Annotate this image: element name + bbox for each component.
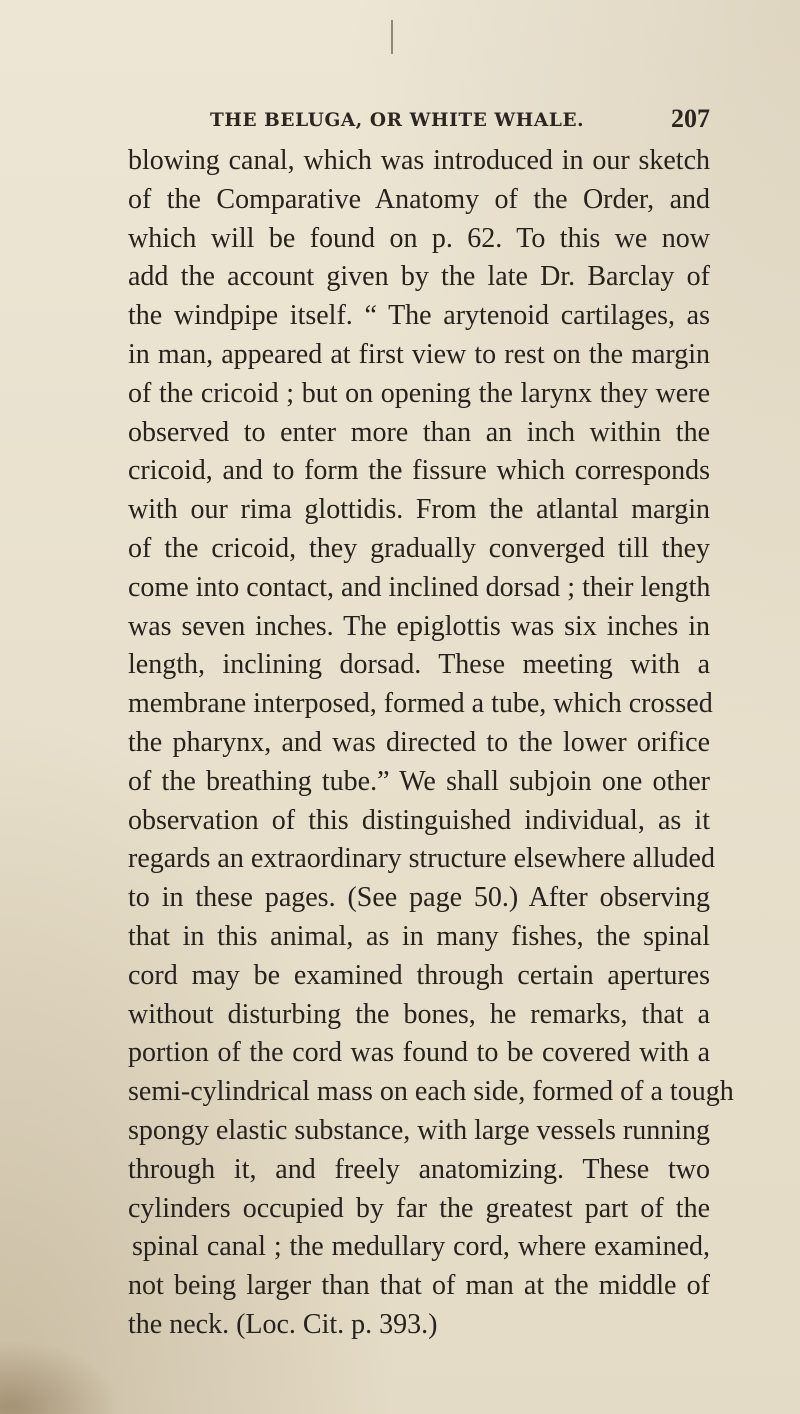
margin-mark xyxy=(391,20,393,54)
text-line: portion of the cord was found to be covered with a xyxy=(128,1037,710,1069)
text-line: to in these pages. (See page 50.) After observing xyxy=(128,882,710,914)
page-number: 207 xyxy=(671,104,710,133)
text-line: through it, and freely anatomizing. These two xyxy=(128,1153,710,1185)
text-line: of the cricoid, they gradually converged till they xyxy=(128,532,710,564)
text-line: observation of this distinguished individual, as it xyxy=(128,804,710,836)
text-line: with our rima glottidis. From the atlantal margin xyxy=(128,494,710,526)
text-line: spinal canal ; the medullary cord, where examined, xyxy=(132,1231,710,1263)
text-line: spongy elastic substance, with large vessels running xyxy=(128,1114,710,1146)
text-line: of the cricoid ; but on opening the larynx they were xyxy=(128,377,710,409)
text-line-last: the neck. (Loc. Cit. p. 393.) xyxy=(128,1308,438,1340)
text-line: regards an extraordinary structure elsewhere alluded xyxy=(128,843,715,875)
text-line: not being larger than that of man at the middle of xyxy=(128,1270,710,1302)
text-line: was seven inches. The epiglottis was six inches in xyxy=(128,610,710,642)
text-line: of the Comparative Anatomy of the Order, and xyxy=(128,183,710,215)
text-line: which will be found on p. 62. To this we now xyxy=(128,222,710,254)
paper-stain xyxy=(0,1340,120,1414)
text-line: length, inclining dorsad. These meeting with a xyxy=(128,649,710,681)
text-line: that in this animal, as in many fishes, the spinal xyxy=(128,920,710,952)
text-line: the pharynx, and was directed to the lower orifice xyxy=(128,726,710,758)
text-line: add the account given by the late Dr. Barclay of xyxy=(128,261,710,293)
text-line: semi-cylindrical mass on each side, formed of a tough xyxy=(128,1076,734,1108)
text-line: observed to enter more than an inch within the xyxy=(128,416,710,448)
text-line: membrane interposed, formed a tube, which crossed xyxy=(128,688,713,720)
page-header xyxy=(210,104,710,138)
text-line: come into contact, and inclined dorsad ; their length xyxy=(128,571,711,603)
text-line: in man, appeared at first view to rest on the margin xyxy=(128,338,710,370)
text-line: cylinders occupied by far the greatest part of the xyxy=(128,1192,710,1224)
text-line: blowing canal, which was introduced in our sketch xyxy=(128,145,710,176)
text-line: the windpipe itself. “ The arytenoid cartilages, as xyxy=(128,300,710,332)
text-line: cricoid, and to form the fissure which corresponds xyxy=(128,455,710,487)
text-line: of the breathing tube.” We shall subjoin one other xyxy=(128,765,710,797)
text-line: cord may be examined through certain apertures xyxy=(128,959,710,991)
body-text xyxy=(128,142,734,1345)
running-head: THE BELUGA, OR WHITE WHALE. xyxy=(210,110,585,131)
text-line: without disturbing the bones, he remarks, that a xyxy=(128,998,710,1030)
